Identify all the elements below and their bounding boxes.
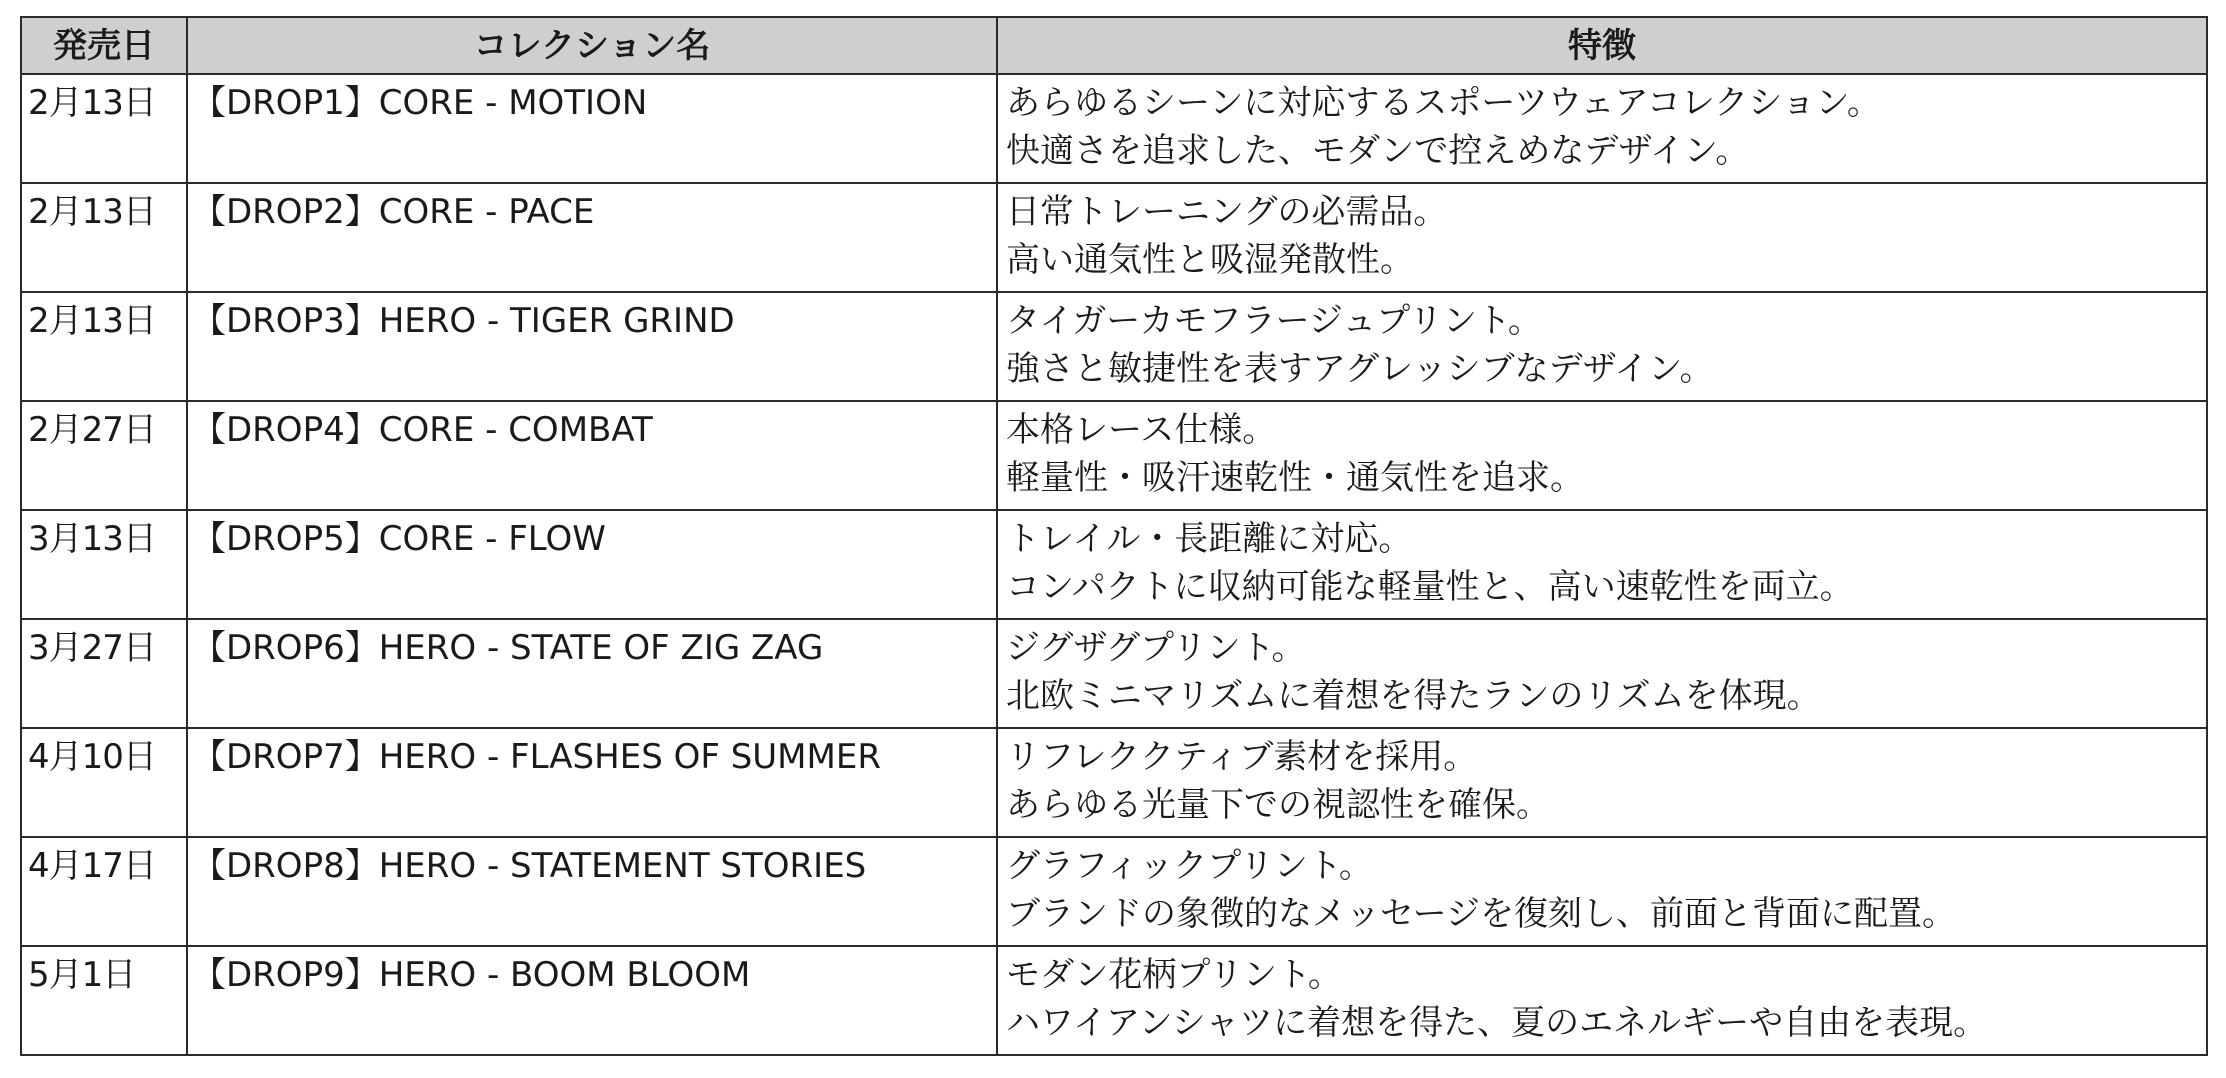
feature-line: コンパクトに収納可能な軽量性と、高い速乾性を両立。 xyxy=(1006,567,1854,607)
features-cell xyxy=(997,74,2207,183)
feature-line: トレイル・長距離に対応。 xyxy=(1006,519,1413,559)
feature-line: あらゆるシーンに対応するスポーツウェアコレクション。 xyxy=(1006,83,1881,123)
collection-name-cell: 【DROP8】HERO - STATEMENT STORIES xyxy=(187,837,997,946)
feature-line: ジグザグプリント。 xyxy=(1006,628,1306,668)
header-collection-name: コレクション名 xyxy=(187,17,997,74)
feature-line: 北欧ミニマリズムに着想を得たランのリズムを体現。 xyxy=(1006,676,1821,716)
feature-line: 快適さを追求した、モダンで控えめなデザイン。 xyxy=(1006,131,1750,171)
collection-name-cell: 【DROP9】HERO - BOOM BLOOM xyxy=(187,946,997,1055)
feature-line: あらゆる光量下での視認性を確保。 xyxy=(1006,785,1550,825)
table-body xyxy=(21,74,2207,1055)
release-date-cell: 3月13日 xyxy=(21,510,187,619)
feature-line: 高い通気性と吸湿発散性。 xyxy=(1006,240,1414,280)
feature-line: 強さと敏捷性を表すアグレッシブなデザイン。 xyxy=(1006,349,1714,389)
collection-name-cell: 【DROP1】CORE - MOTION xyxy=(187,74,997,183)
release-date-cell: 3月27日 xyxy=(21,619,187,728)
table-row xyxy=(21,619,2207,728)
feature-line: リフレククティブ素材を採用。 xyxy=(1006,737,1478,777)
release-date-cell: 4月17日 xyxy=(21,837,187,946)
features-cell xyxy=(997,183,2207,292)
table-row xyxy=(21,183,2207,292)
feature-line: モダン花柄プリント。 xyxy=(1006,955,1342,995)
release-date-cell: 4月10日 xyxy=(21,728,187,837)
header-row xyxy=(21,17,2207,74)
collection-name-cell: 【DROP6】HERO - STATE OF ZIG ZAG xyxy=(187,619,997,728)
table-row xyxy=(21,74,2207,183)
feature-line: 日常トレーニングの必需品。 xyxy=(1006,192,1448,232)
table-row xyxy=(21,510,2207,619)
release-schedule-table-container xyxy=(20,16,2208,1056)
table-row xyxy=(21,837,2207,946)
header-features: 特徴 xyxy=(997,17,2207,74)
table-row xyxy=(21,946,2207,1055)
collection-name-cell: 【DROP7】HERO - FLASHES OF SUMMER xyxy=(187,728,997,837)
release-date-cell: 2月27日 xyxy=(21,401,187,510)
feature-line: ブランドの象徴的なメッセージを復刻し、前面と背面に配置。 xyxy=(1006,894,1956,934)
table-row xyxy=(21,401,2207,510)
features-cell xyxy=(997,292,2207,401)
features-cell xyxy=(997,510,2207,619)
feature-line: 本格レース仕様。 xyxy=(1006,410,1277,450)
features-cell xyxy=(997,946,2207,1055)
features-cell xyxy=(997,837,2207,946)
collection-name-cell: 【DROP4】CORE - COMBAT xyxy=(187,401,997,510)
release-date-cell: 2月13日 xyxy=(21,74,187,183)
table-row xyxy=(21,728,2207,837)
collection-name-cell: 【DROP5】CORE - FLOW xyxy=(187,510,997,619)
features-cell xyxy=(997,619,2207,728)
release-date-cell: 2月13日 xyxy=(21,183,187,292)
release-date-cell: 2月13日 xyxy=(21,292,187,401)
feature-line: グラフィックプリント。 xyxy=(1006,846,1373,886)
table-header xyxy=(21,17,2207,74)
collection-name-cell: 【DROP3】HERO - TIGER GRIND xyxy=(187,292,997,401)
feature-line: タイガーカモフラージュプリント。 xyxy=(1006,301,1542,341)
release-date-cell: 5月1日 xyxy=(21,946,187,1055)
header-release-date: 発売日 xyxy=(21,17,187,74)
feature-line: 軽量性・吸汗速乾性・通気性を追求。 xyxy=(1006,458,1584,498)
table-row xyxy=(21,292,2207,401)
feature-line: ハワイアンシャツに着想を得た、夏のエネルギーや自由を表現。 xyxy=(1006,1003,1988,1043)
features-cell xyxy=(997,728,2207,837)
release-schedule-table xyxy=(20,16,2208,1056)
collection-name-cell: 【DROP2】CORE - PACE xyxy=(187,183,997,292)
features-cell xyxy=(997,401,2207,510)
